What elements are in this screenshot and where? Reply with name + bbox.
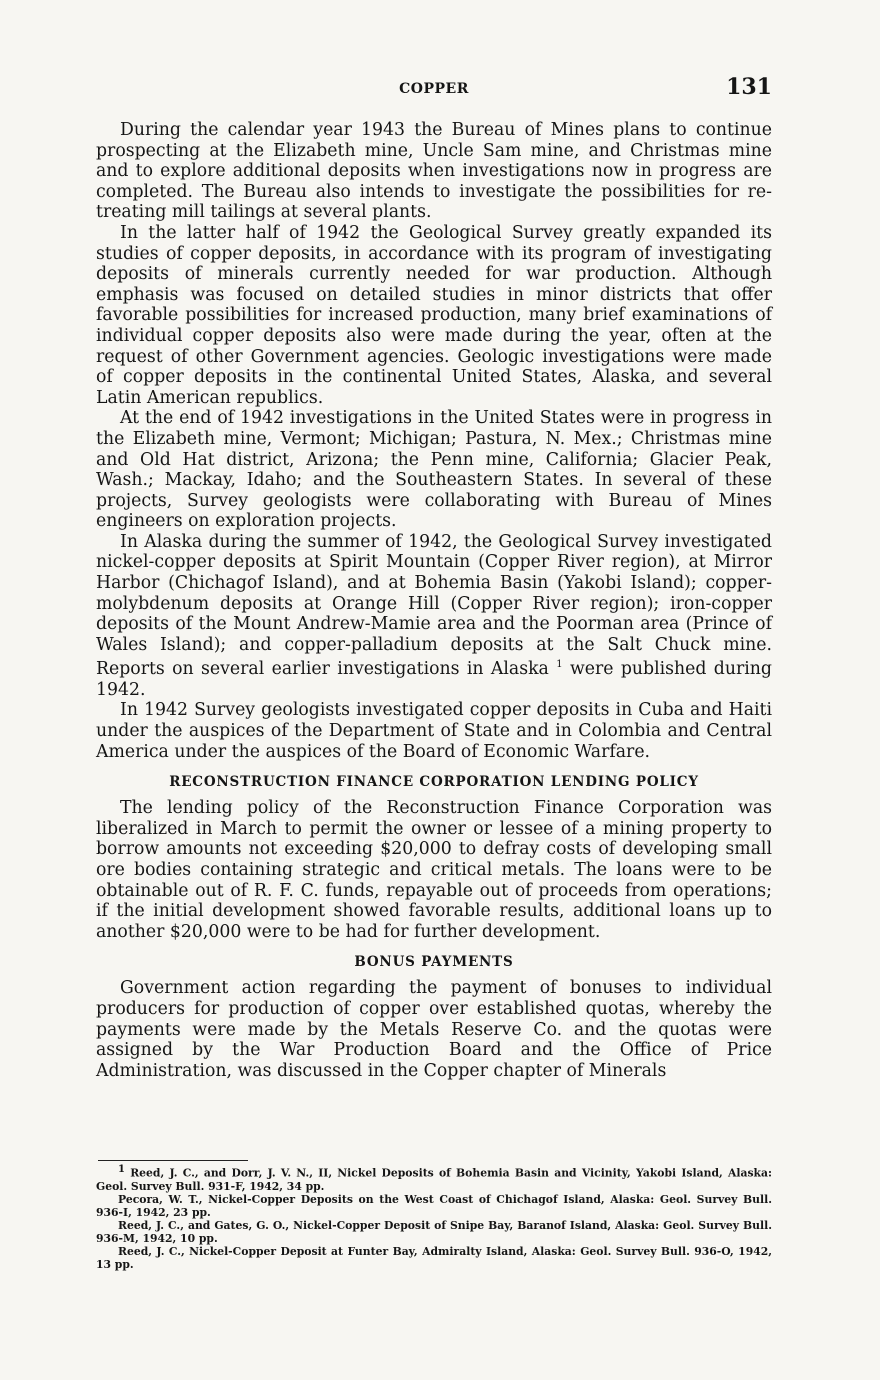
- paragraph-rfc-lending-policy: The lending policy of the Reconstruction Finance Corporation was liberalized in March to permit the owner or lessee of a mining property to borrow amounts not exceeding $20,000 to defray costs of developing small ore bodies containing strategic and critical metals. The loans were to be obtainable out of R. F. C. funds, repayable out of proceeds from operations; if the initial development showed favorable results, additional loans up to another $20,000 were to be had for further development.: [96, 798, 772, 942]
- paragraph-bureau-of-mines: During the calendar year 1943 the Bureau of Mines plans to continue prospecting at the Elizabeth mine, Uncle Sam mine, and Christmas mine and to explore additional deposits when investigations now in progress are completed. The Bureau also intends to investigate the possibilities for re-treating mill tailings at several plants.: [96, 120, 772, 223]
- paragraph-bonus-payments: Government action regarding the payment of bonuses to individual producers for production of copper over established quotas, whereby the payments were made by the Metals Reserve Co. and the quotas were assigned by the War Production Board and the Office of Price Administration, was discussed in the Copper chapter of Minerals: [96, 978, 772, 1081]
- body-text: [96, 120, 772, 1081]
- running-title: COPPER: [399, 81, 469, 97]
- running-head: [96, 76, 772, 102]
- paragraph-alaska: [96, 532, 772, 701]
- footnote-rule: [98, 1160, 248, 1161]
- footnote-reference: 1: [556, 659, 563, 671]
- paragraph-latin-america: In 1942 Survey geologists investigated copper deposits in Cuba and Haiti under the auspices of the Department of State and in Colombia and Central America under the auspices of the Board of Economic Warfare.: [96, 700, 772, 762]
- page-number: 131: [726, 74, 772, 100]
- alaska-text-end: were published during 1942.: [96, 659, 772, 700]
- paragraph-united-states-investigations: At the end of 1942 investigations in the United States were in progress in the Elizabeth mine, Vermont; Michigan; Pastura, N. Mex.; Christmas mine and Old Hat district, Arizona; the Penn mine, California; Glacier Peak, Wash.; Mackay, Idaho; and the Southeastern States. In several of these projects, Survey geologists were collaborating with Bureau of Mines engineers on exploration projects.: [96, 408, 772, 532]
- heading-bonus-payments: BONUS PAYMENTS: [354, 954, 514, 971]
- footnote-2: Pecora, W. T., Nickel-Copper Deposits on the West Coast of Chichagof Island, Alaska: Geol. Survey Bull. 936-I, 1942, 23 pp.: [96, 1192, 772, 1219]
- alaska-text: In Alaska during the summer of 1942, the Geological Survey investigated nickel-copper deposits at Spirit Mountain (Copper River region), at Mirror Harbor (Chichagof Island), and at Bohemia Basin (Yakobi Island); copper-molybdenum deposits at Orange Hill (Copper River region); iron-copper deposits of the Mount Andrew-Mamie area and the Poorman area (Prince of Wales Island); and copper-palladium deposits at the Salt Chuck mine. Reports on several earlier investigations in Alaska: [96, 531, 772, 680]
- footnote-1: [96, 1163, 772, 1193]
- paragraph-geological-survey: In the latter half of 1942 the Geological Survey greatly expanded its studies of copper deposits, in accordance with its program of investigating deposits of minerals currently needed for war production. Although emphasis was focused on detailed studies in minor districts that offer favorable possibilities for increased production, many brief examinations of individual copper deposits also were made during the year, often at the request of other Government agencies. Geologic investigations were made of copper deposits in the continental United States, Alaska, and several Latin American republics.: [96, 222, 772, 408]
- footnote-text: Reed, J. C., and Dorr, J. V. N., II, Nickel Deposits of Bohemia Basin and Vicinity, Yakobi Island, Alaska: Geol. Survey Bull. 931-F, 1942, 34 pp.: [96, 1166, 772, 1193]
- footnote-mark: 1: [118, 1164, 125, 1175]
- footnotes: [96, 1163, 772, 1271]
- heading-rfc-lending-policy: RECONSTRUCTION FINANCE CORPORATION LENDING POLICY: [169, 774, 699, 791]
- footnote-3: Reed, J. C., and Gates, G. O., Nickel-Copper Deposit of Snipe Bay, Baranof Island, Alaska: Geol. Survey Bull. 936-M, 1942, 10 pp.: [96, 1218, 772, 1245]
- footnote-4: Reed, J. C., Nickel-Copper Deposit at Funter Bay, Admiralty Island, Alaska: Geol. Survey Bull. 936-O, 1942, 13 pp.: [96, 1244, 772, 1271]
